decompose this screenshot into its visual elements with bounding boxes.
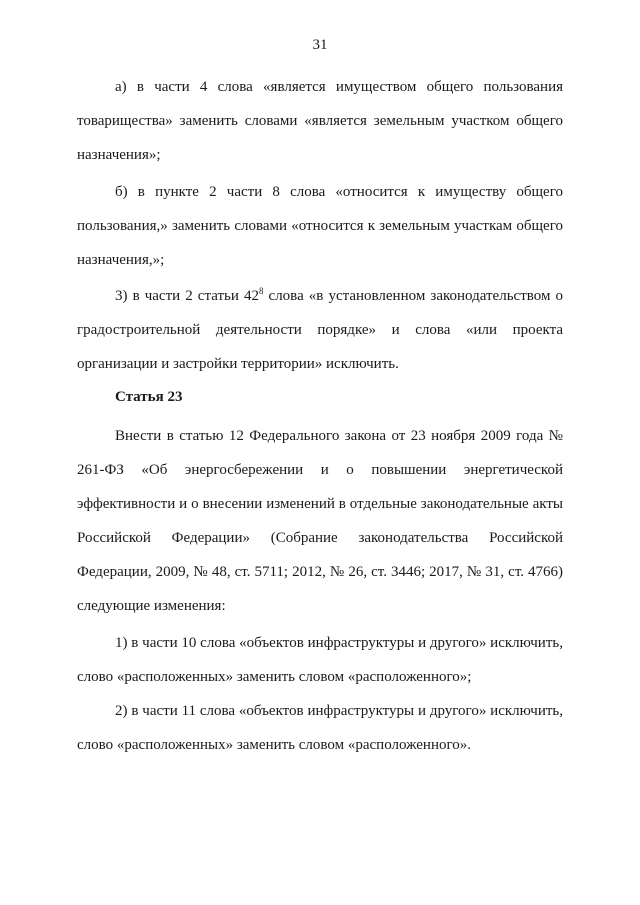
article-heading: Статья 23	[115, 389, 183, 405]
paragraph-item-a: а) в части 4 слова «является имуществом общего пользования товарищества» заменить словами «является земельным участком общего назначения»;	[77, 79, 563, 163]
paragraph-item-1: 1) в части 10 слова «объектов инфраструктуры и другого» исключить, слово «расположенных» заменить словом «расположенного»;	[77, 635, 563, 685]
paragraph-item-2: 2) в части 11 слова «объектов инфраструктуры и другого» исключить, слово «расположенных» заменить словом «расположенного».	[77, 703, 563, 753]
paragraph-article-intro: Внести в статью 12 Федерального закона от 23 ноября 2009 года № 261-ФЗ «Об энергосбережении и о повышении энергетической эффективности и о внесении изменений в отдельные законодательные акты Российской Федерации» (Собрание законодательства Российской Федерации, 2009, № 48, ст. 5711; 2012, № 26, ст. 3446; 2017, № 31, ст. 4766) следующие изменения:	[77, 428, 563, 614]
paragraph-item-b: б) в пункте 2 части 8 слова «относится к имуществу общего пользования,» заменить словами «относится к земельным участкам общего назначения,»;	[77, 184, 563, 268]
item-3-text-start: 3) в части 2 статьи 42	[115, 288, 259, 304]
article-superscript: 8	[258, 286, 264, 296]
item-3-text-end: слова «в установленном законодательством о градостроительной деятельности порядке» и слова «или проекта организации и застройки территории» исключить.	[77, 288, 564, 372]
paragraph-item-3	[77, 279, 563, 381]
page-number: 31	[312, 37, 328, 53]
